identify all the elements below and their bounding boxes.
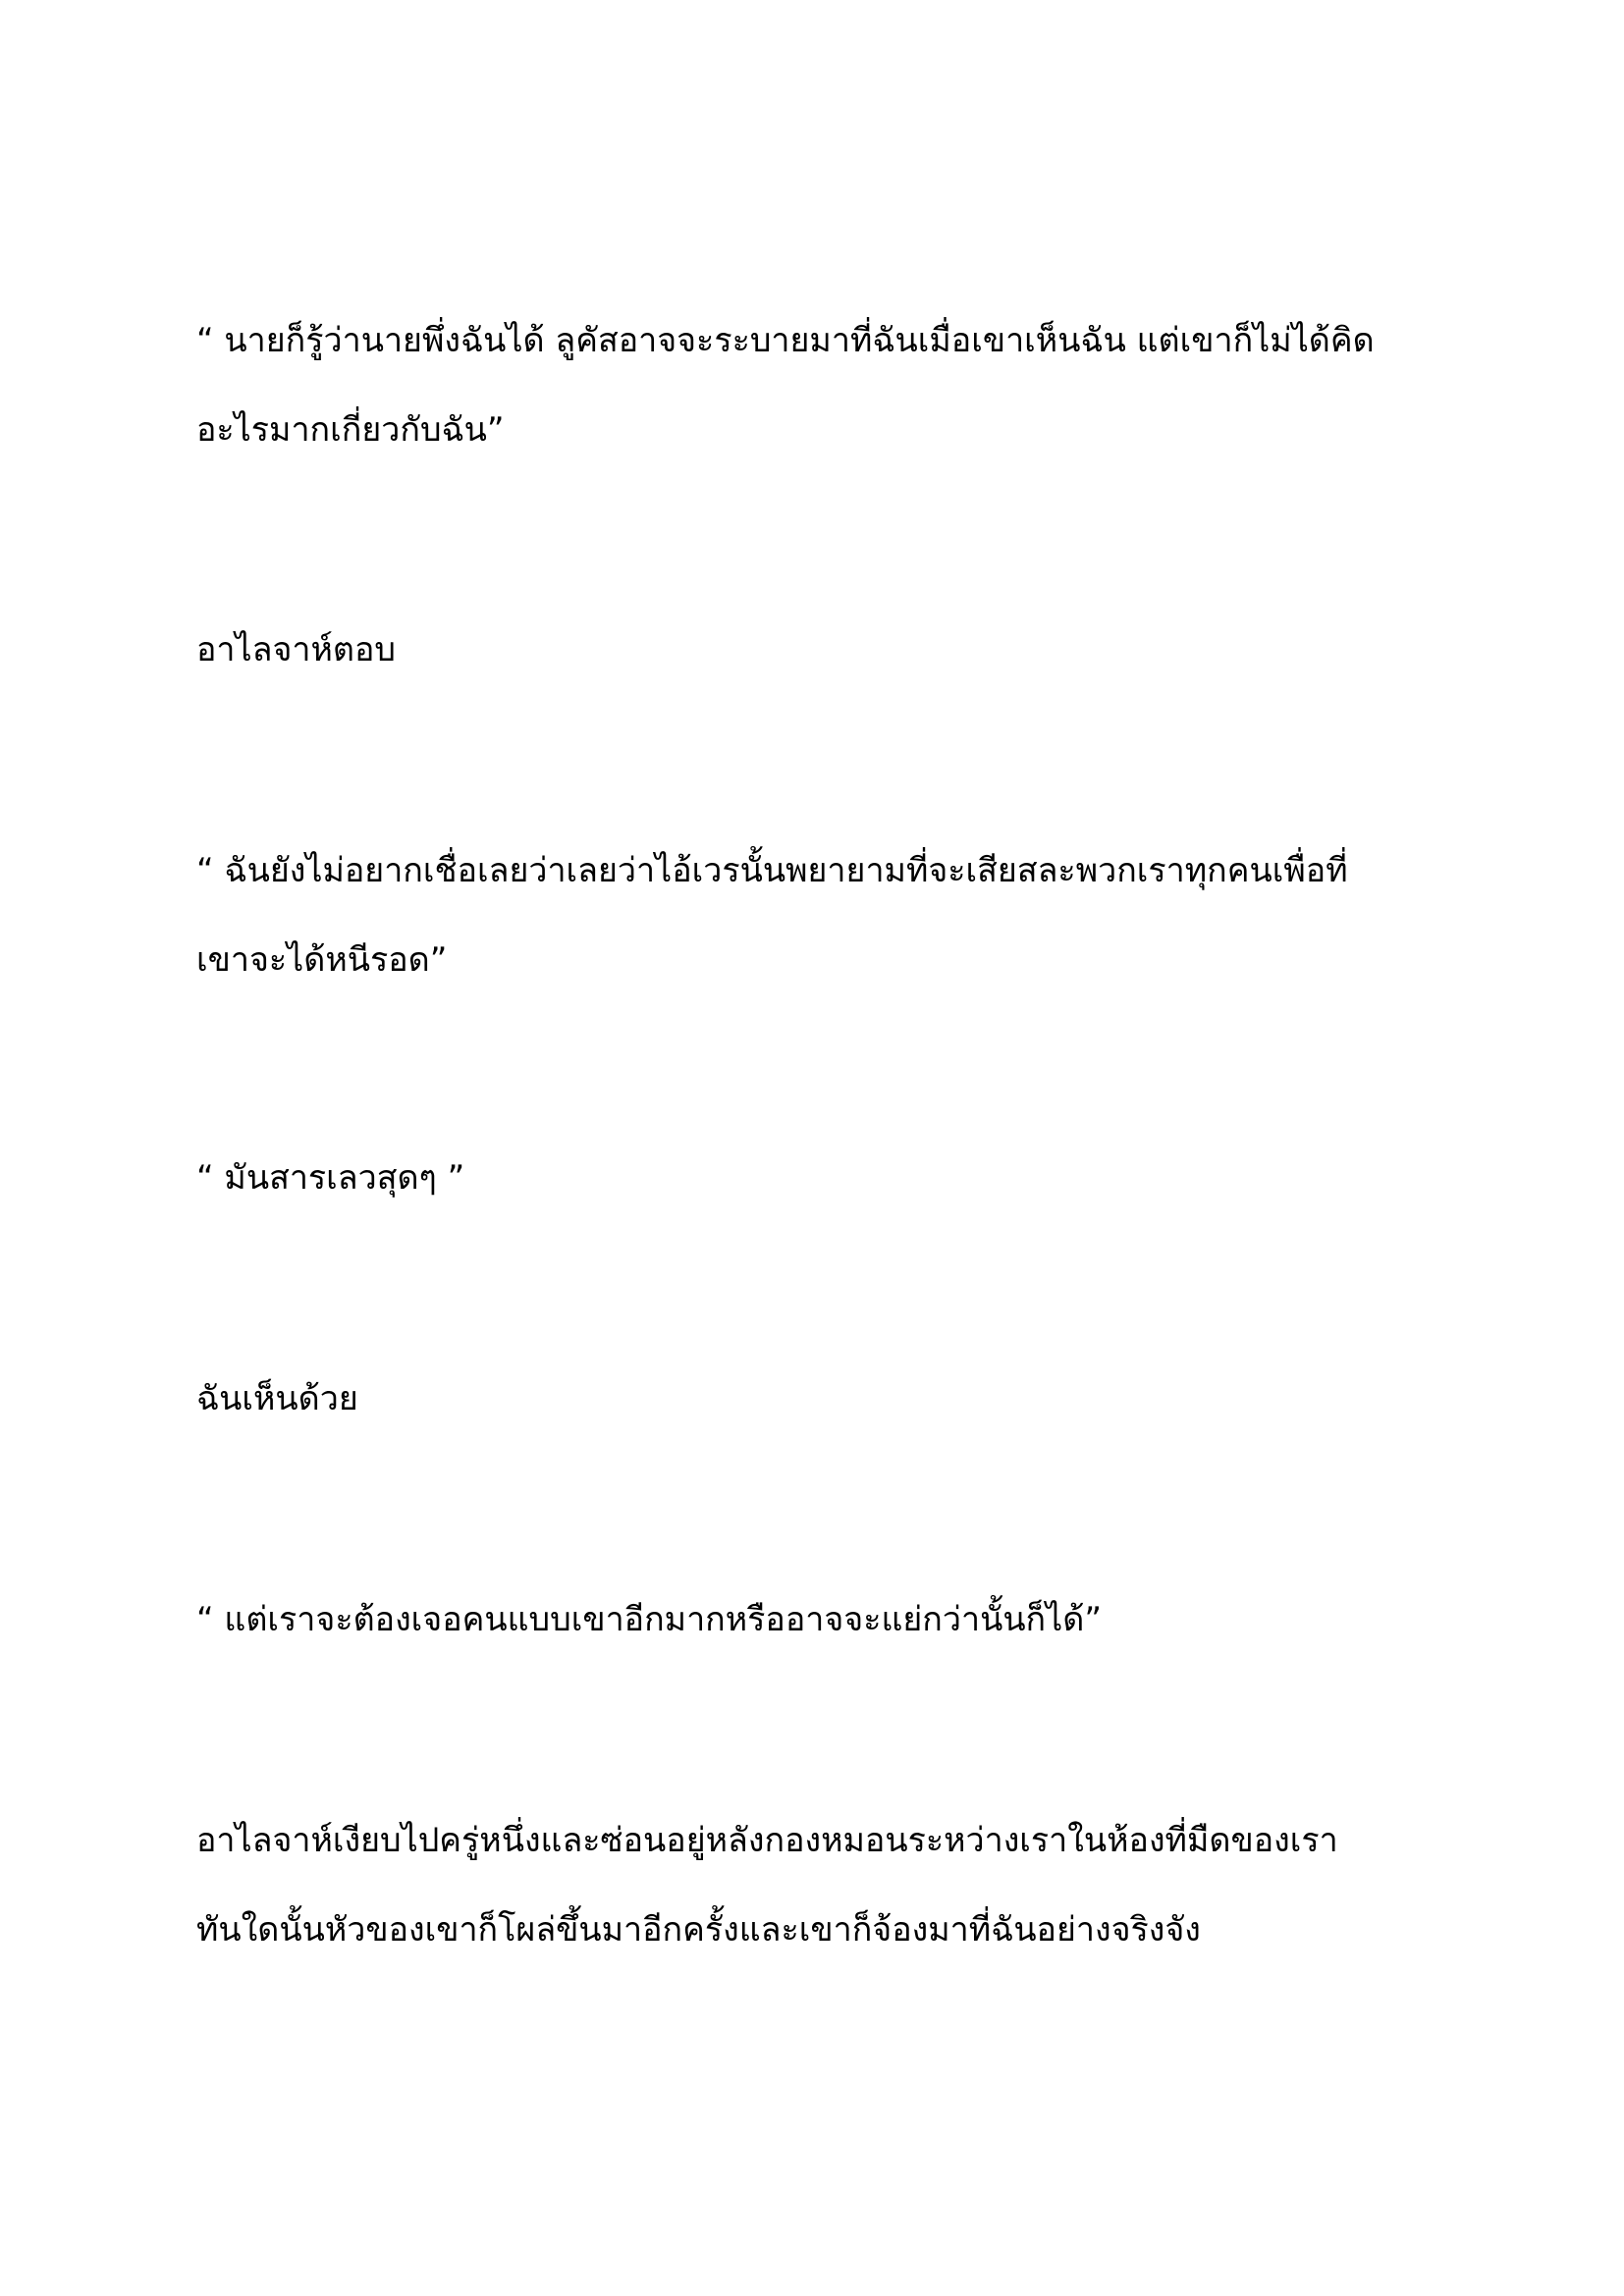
dialogue-paragraph-6 [196,1575,1434,1665]
text-line: ฉันเห็นด้วย [196,1379,358,1418]
text-line: ทันใดนั้นหัวของเขาก็โผล่ขึ้นมาอีกครั้งและเขาก็จ้องมาที่ฉันอย่างจริงจัง [196,1910,1201,1949]
text-line: “ มันสารเลวสุดๆ ” [196,1158,465,1198]
narration-paragraph-5 [196,1355,1434,1444]
text-line: “ นายก็รู้ว่านายพึ่งฉันได้ ลูคัสอาจจะระบายมาที่ฉันเมื่อเขาเห็นฉัน แต่เขาก็ไม่ได้คิด [196,321,1375,360]
dialogue-paragraph-4 [196,1134,1434,1223]
narration-paragraph-2 [196,606,1434,695]
dialogue-paragraph-1 [196,296,1434,475]
narration-paragraph-7 [196,1796,1434,1975]
text-line: อาไลจาห์เงียบไปครู่หนึ่งและซ่อนอยู่หลังกองหมอนระหว่างเราในห้องที่มืดของเรา [196,1821,1338,1860]
text-line: อาไลจาห์ตอบ [196,630,396,669]
text-line: “ แต่เราจะต้องเจอคนแบบเขาอีกมากหรืออาจจะแย่กว่านั้นก็ได้” [196,1600,1102,1639]
text-line: “ ฉันยังไม่อยากเชื่อเลยว่าเลยว่าไอ้เวรนั้นพยายามที่จะเสียสละพวกเราทุกคนเพื่อที่ [196,851,1348,890]
text-line: เขาจะได้หนีรอด” [196,940,448,980]
dialogue-paragraph-3 [196,827,1434,1005]
text-line: อะไรมากเกี่ยวกับฉัน” [196,410,505,450]
